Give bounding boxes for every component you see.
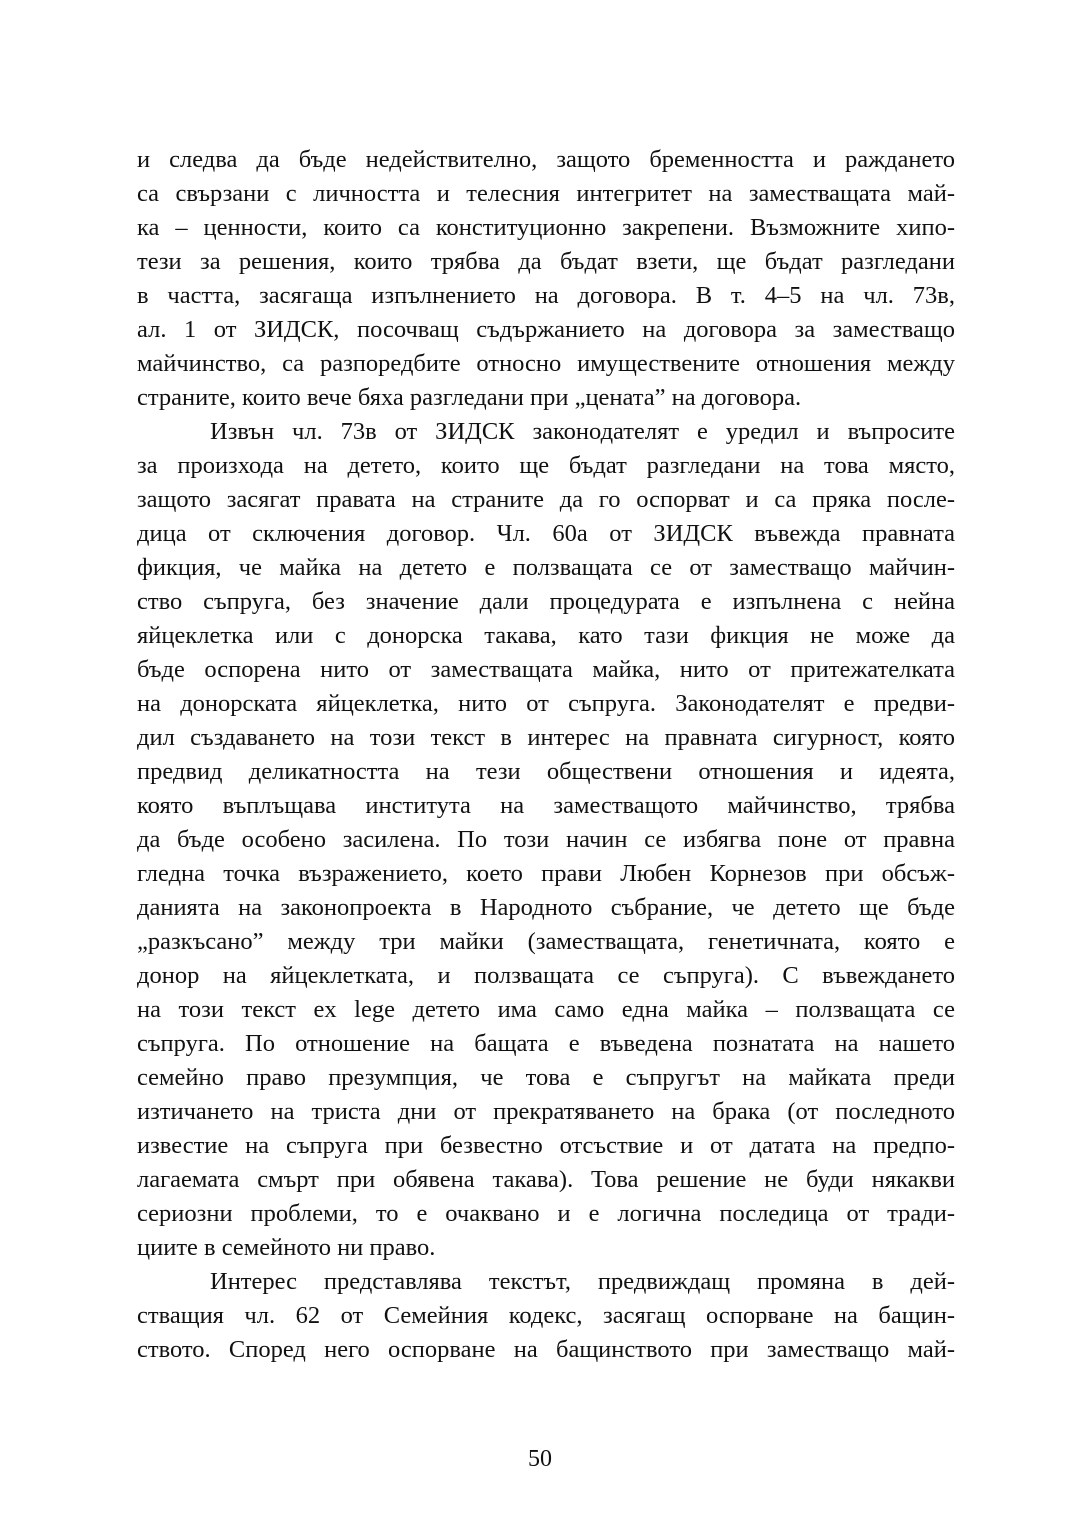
text-line: да бъде особено засилена. По този начин се избягва поне от правна [137,826,955,853]
text-line: майчинство, са разпоредбите относно имуществените отношения между [137,350,955,377]
text-line: ство съпруга, без значение дали процедурата е изпълнена с нейна [137,588,955,615]
text-line: стващия чл. 62 от Семейния кодекс, засягащ оспорване на бащин- [137,1302,955,1329]
page-number: 50 [528,1446,552,1472]
text-line: фикция, че майка на детето е ползващата се от заместващо майчин- [137,554,955,581]
text-line: предвид деликатността на тези обществени отношения и идеята, [137,758,955,785]
text-line: която въплъщава института на заместващото майчинство, трябва [137,792,955,819]
text-line: циите в семейното ни право. [137,1234,436,1261]
text-line: известие на съпруга при безвестно отсъствие и от датата на предпо- [137,1132,955,1159]
text-line: и следва да бъде недействително, защото бременността и раждането [137,146,955,173]
text-line: бъде оспорена нито от заместващата майка, нито от притежателката [137,656,955,683]
text-line: яйцеклетка или с донорска такава, като тази фикция не може да [137,622,955,649]
text-line: ал. 1 от ЗИДСК, посочващ съдържанието на договора за заместващо [137,316,955,343]
text-line: гледна точка възражението, което прави Любен Корнезов при обсъж- [137,860,955,887]
paragraph [137,143,955,415]
text-line: донор на яйцеклетката, и ползващата се съпруга). С въвеждането [137,962,955,989]
text-line: за произхода на детето, които ще бъдат разгледани на това място, [137,452,955,479]
text-line: съпруга. По отношение на бащата е въведена познатата на нашето [137,1030,955,1057]
body-text [137,143,955,1367]
text-line: данията на законопроекта в Народното събрание, че детето ще бъде [137,894,955,921]
text-line: са свързани с личността и телесния интегритет на заместващата май- [137,180,955,207]
text-line: на този текст ex lege детето има само една майка – ползващата се [137,996,955,1023]
text-line: ка – ценности, които са конституционно закрепени. Възможните хипо- [137,214,955,241]
paragraph [137,415,955,1265]
text-line: на донорската яйцеклетка, нито от съпруга. Законодателят е предви- [137,690,955,717]
text-line: ството. Според него оспорване на бащинството при заместващо май- [137,1336,955,1363]
text-line: Интерес представлява текстът, предвиждащ промяна в дей- [210,1268,955,1295]
text-line: изтичането на триста дни от прекратяването на брака (от последното [137,1098,955,1125]
text-line: страните, които вече бяха разгледани при „цената” на договора. [137,384,802,411]
text-line: дица от сключения договор. Чл. 60а от ЗИДСК въвежда правната [137,520,955,547]
text-line: лагаемата смърт при обявена такава). Това решение не буди някакви [137,1166,955,1193]
text-line: защото засягат правата на страните да го оспорват и са пряка после- [137,486,955,513]
text-line: „разкъсано” между три майки (заместващата, генетичната, която е [137,928,955,955]
text-line: семейно право презумпция, че това е съпругът на майката преди [137,1064,955,1091]
text-line: сериозни проблеми, то е очаквано и е логична последица от тради- [137,1200,955,1227]
text-line: дил създаването на този текст в интерес на правната сигурност, която [137,724,955,751]
text-line: в частта, засягаща изпълнението на договора. В т. 4–5 на чл. 73в, [137,282,955,309]
paragraph [137,1265,955,1367]
text-line: Извън чл. 73в от ЗИДСК законодателят е уредил и въпросите [210,418,955,445]
text-line: тези за решения, които трябва да бъдат взети, ще бъдат разгледани [137,248,955,275]
